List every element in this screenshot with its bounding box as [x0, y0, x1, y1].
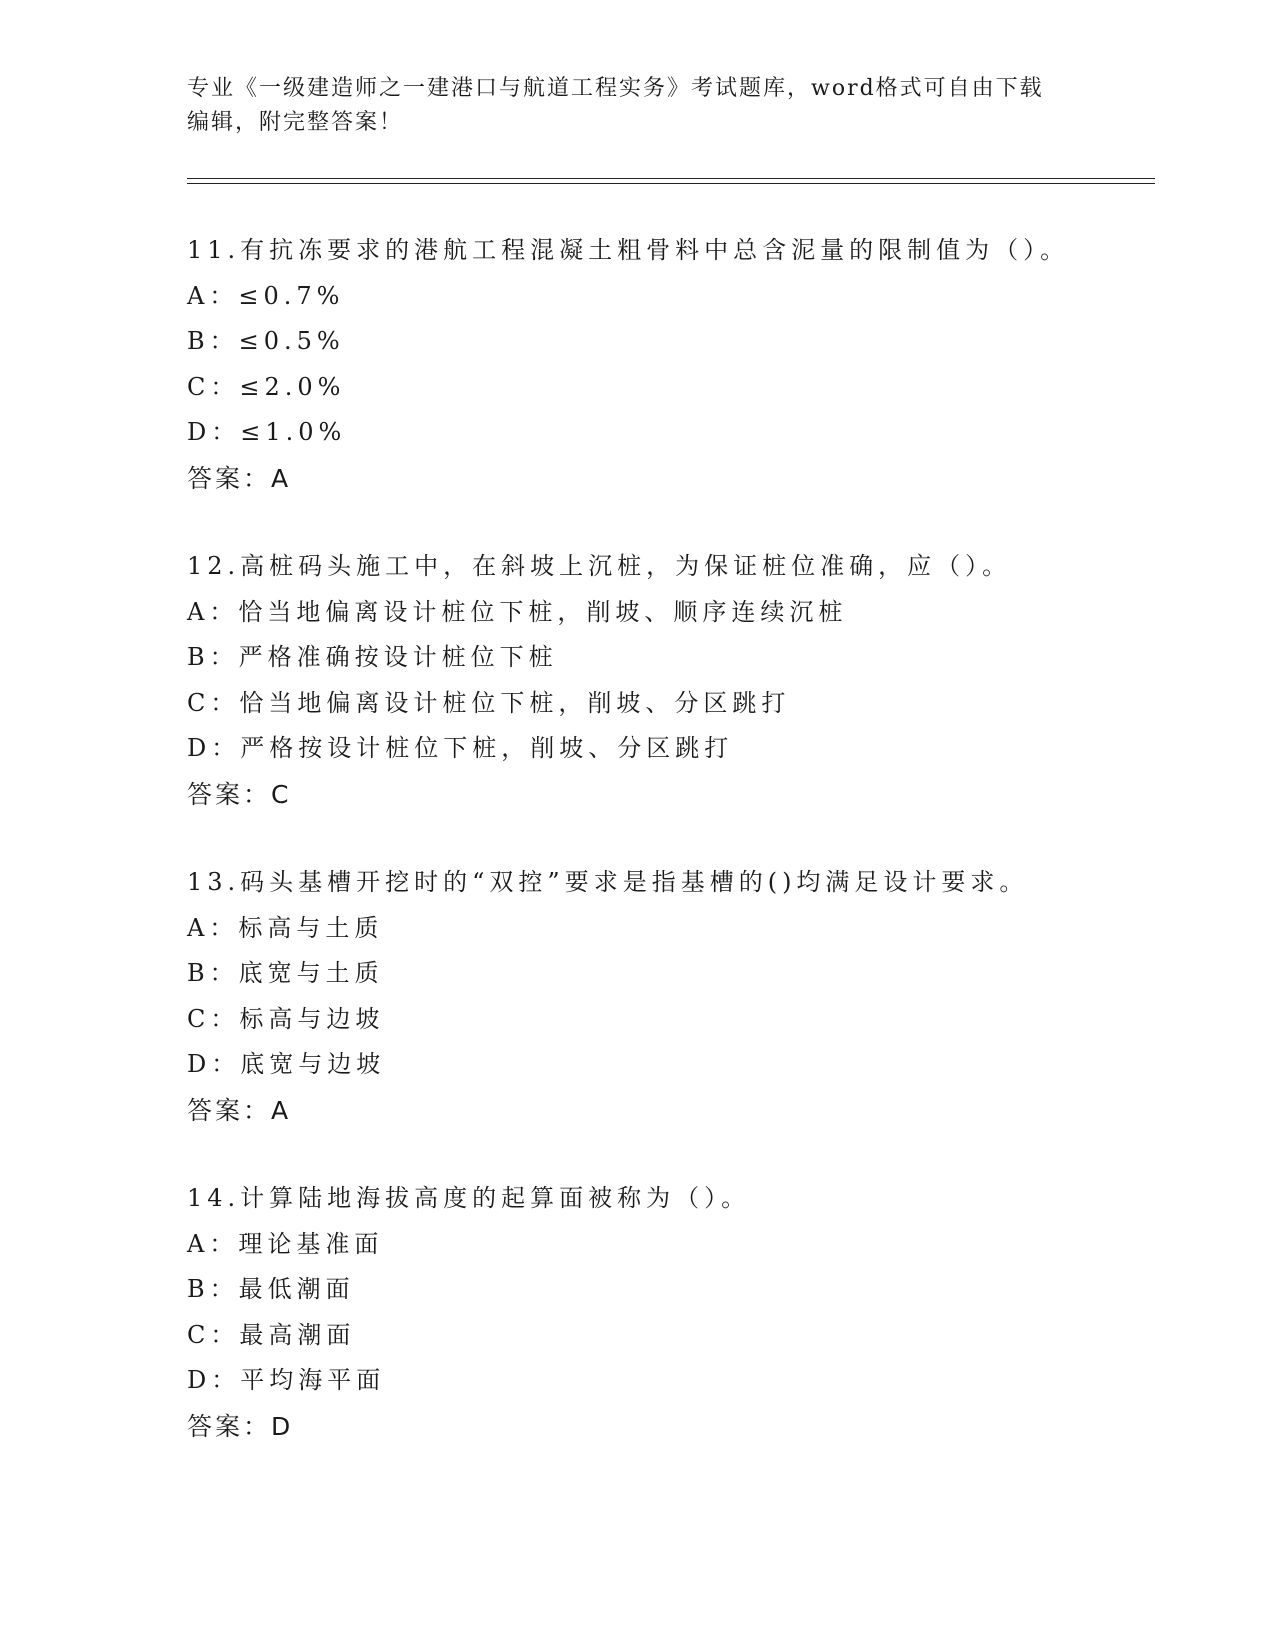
- option-d: D：严格按设计桩位下桩，削坡、分区跳打: [187, 734, 734, 762]
- option-d: D：底宽与边坡: [187, 1050, 386, 1078]
- header-line-2: 编辑，附完整答案！: [187, 110, 404, 135]
- option-b: B：最低潮面: [187, 1275, 355, 1303]
- question-stem: 11.有抗冻要求的港航工程混凝土粗骨料中总含泥量的限制值为（）。: [187, 236, 1070, 264]
- answer: 答案：A: [187, 463, 292, 493]
- header-divider-top: [187, 178, 1155, 179]
- question-stem: 13.码头基槽开挖时的“双控”要求是指基槽的()均满足设计要求。: [187, 868, 1029, 896]
- option-a: A：恰当地偏离设计桩位下桩，削坡、顺序连续沉桩: [187, 597, 848, 626]
- question-stem: 14.计算陆地海拔高度的起算面被称为（）。: [187, 1184, 751, 1212]
- answer: 答案：A: [187, 1095, 292, 1125]
- question-12: [187, 544, 1167, 817]
- option-a: A：理论基准面: [187, 1229, 384, 1258]
- option-c: C：最高潮面: [187, 1320, 356, 1349]
- option-b: B：底宽与土质: [187, 959, 384, 987]
- option-c: C：标高与边坡: [187, 1004, 385, 1033]
- question-14: [187, 1176, 1167, 1449]
- option-c: C：≤2.0%: [187, 372, 346, 401]
- header-line-1: 专业《一级建造师之一建港口与航道工程实务》考试题库，word格式可自由下载: [187, 76, 1044, 101]
- answer: 答案：C: [187, 779, 292, 809]
- question-stem: 12.高桩码头施工中，在斜坡上沉桩，为保证桩位准确，应（）。: [187, 552, 1012, 580]
- option-d: D：平均海平面: [187, 1366, 386, 1394]
- question-13: [187, 860, 1167, 1133]
- option-a: A：标高与土质: [187, 913, 384, 942]
- option-b: B：严格准确按设计桩位下桩: [187, 643, 558, 671]
- question-11: [187, 228, 1167, 501]
- option-a: A：≤0.7%: [187, 281, 345, 310]
- option-c: C：恰当地偏离设计桩位下桩，削坡、分区跳打: [187, 688, 791, 717]
- option-d: D：≤1.0%: [187, 418, 347, 446]
- document-header: [187, 72, 1057, 140]
- answer: 答案：D: [187, 1411, 294, 1441]
- header-divider-bottom: [187, 183, 1155, 184]
- option-b: B：≤0.5%: [187, 327, 345, 355]
